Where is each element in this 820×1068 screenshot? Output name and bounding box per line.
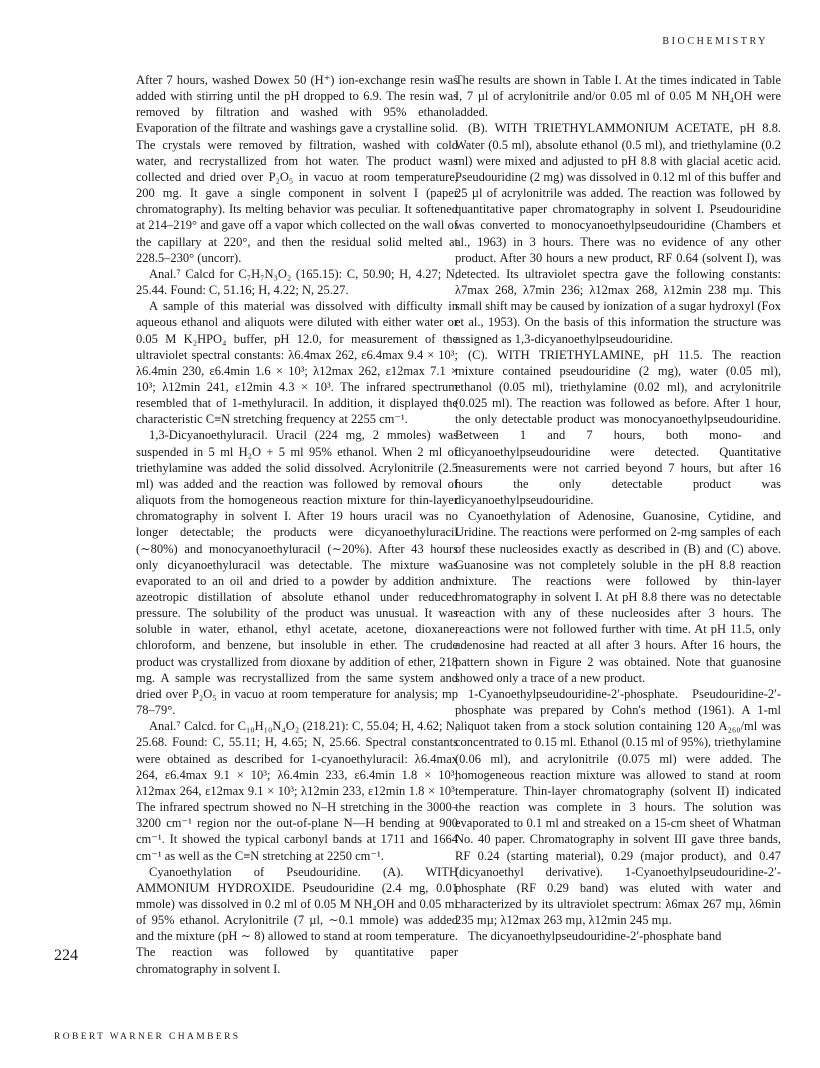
paragraph: A sample of this material was dissolved with difficulty in aqueous ethanol and aliquots were diluted with either water or 0.05 M K₂HPO₄ buffer, pH 12.0, for measurement of the ultraviolet spectral constants: λ6.4max 262, ε6.4max 9.4 × 10³; λ6.4min 230, ε6.4min 1.6 × 10³; λ12max 262, ε12max 7.1 × 10³; λ12min 241, ε12min 4.3 × 10³. The infrared spectrum resembled that of 1-methyluracil. In addition, it displayed the characteristic C≡N stretching frequency at 2255 cm⁻¹.	[136, 299, 458, 427]
page-number: 224	[54, 947, 78, 964]
running-head: BIOCHEMISTRY	[662, 36, 768, 47]
paragraph: Anal.⁷ Calcd for C₇H₇N₃O₂ (165.15): C, 50.90; H, 4.27; N, 25.44. Found: C, 51.16; H, 4.22; N, 25.27.	[136, 266, 458, 298]
paragraph: (C). WITH TRIETHYLAMINE, pH 11.5. The reaction mixture contained pseudouridine (2 mg), water (0.05 ml), ethanol (0.05 ml), triethylamine (0.02 ml), and acrylonitrile (0.025 ml). The reaction was followed as before. After 1 hour, the only detectable product was monocyanoethylpseudouridine. Between 1 and 7 hours, both mono- and dicyanoethylpseudouridine were detected. Quantitative measurements were not carried beyond 7 hours, but after 16 hours the only detectable product was dicyanoethylpseudouridine.	[455, 347, 781, 508]
paragraph: After 7 hours, washed Dowex 50 (H⁺) ion-exchange resin was added with stirring until the pH dropped to 6.9. The resin was removed by filtration and washed with 95% ethanol. Evaporation of the filtrate and washings gave a crystalline solid. The crystals were removed by filtration, washed with cold water, and recrystallized from hot water. The product was collected and dried over P₂O₅ in vacuo at room temperature, 200 mg. It gave a single component in solvent I (paper chromatography). Its melting behavior was peculiar. It softened at 214–219° and gave off a vapor which collected on the wall of the capillary at 220°, and then the residual solid melted at 228.5–230° (uncorr).	[136, 73, 458, 265]
paragraph: 1-Cyanoethylpseudouridine-2′-phosphate. Pseudouridine-2′-phosphate was prepared by Cohn's method (1961). A 1-ml aliquot taken from a stock solution containing 120 A₂₆₀/ml was concentrated to 0.15 ml. Ethanol (0.15 ml of 95%), triethylamine (0.06 ml), and acrylonitrile (0.075 ml) were added. The homogeneous reaction mixture was allowed to stand at room temperature. Thin-layer chromatography (solvent II) indicated the reaction was complete in 3 hours. The solution was evaporated to 0.1 ml and streaked on a 15-cm sheet of Whatman No. 40 paper. Chromatography in solvent III gave three bands, RF 0.24 (starting material), 0.29 (major product), and 0.47 (dicyanoethyl derivative). 1-Cyanoethylpseudouridine-2′-phosphate (RF 0.29 band) was eluted with water and characterized by its ultraviolet spectrum: λ6max 267 mµ, λ6min 235 mµ; λ12max 263 mµ, λ12min 245 mµ.	[455, 686, 781, 928]
paragraph: (B). WITH TRIETHYLAMMONIUM ACETATE, pH 8.8. Water (0.5 ml), absolute ethanol (0.5 ml), and triethylamine (0.2 ml) were mixed and adjusted to pH 8.8 with glacial acetic acid. Pseudouridine (2 mg) was dissolved in 0.12 ml of this buffer and 25 µl of acrylonitrile was added. The reaction was followed by quantitative paper chromatography in solvent I. Pseudouridine was converted to monocyanoethylpseudouridine (Chambers et al., 1963) in 3 hours. There was no evidence of any other product. After 30 hours a new product, RF 0.64 (solvent I), was detected. Its ultraviolet spectra gave the following constants: λ7max 268, λ7min 236; λ12max 268, λ12min 238 mµ. This small shift may be caused by ionization of a sugar hydroxyl (Fox et al., 1953). On the basis of this information the structure was assigned as 1,3-dicyanoethylpseudouridine.	[455, 121, 781, 346]
paragraph: The dicyanoethylpseudouridine-2′-phosphate band	[468, 929, 722, 944]
paragraph: Cyanoethylation of Pseudouridine. (A). WITH AMMONIUM HYDROXIDE. Pseudouridine (2.4 mg, 0.01 mmole) was dissolved in 0.2 ml of 0.05 M NH₄OH and 0.05 ml of 95% ethanol. Acrylonitrile (7 µl, ∼0.1 mmole) was added and the mixture (pH ∼ 8) allowed to stand at room temperature. The reaction was followed by quantitative paper chromatography in solvent I.	[136, 864, 458, 976]
left-column	[136, 72, 458, 977]
paragraph: Anal.⁷ Calcd. for C₁₀H₁₀N₄O₂ (218.21): C, 55.04; H, 4.62; N, 25.68. Found: C, 55.11; H, 4.65; N, 25.66. Spectral constants were obtained as described for 1-cyanoethyluracil: λ6.4max 264, ε6.4max 9.1 × 10³; λ6.4min 233, ε6.4min 1.8 × 10³; λ12max 264, ε12max 9.1 × 10³; λ12min 233, ε12min 1.8 × 10³. The infrared spectrum showed no N–H stretching in the 3000–3200 cm⁻¹ region nor the out-of-plane N—H bending at 900 cm⁻¹. It showed the typical carbonyl bands at 1711 and 1664 cm⁻¹ as well as the C≡N stretching at 2250 cm⁻¹.	[136, 719, 458, 863]
right-column	[455, 72, 781, 944]
paragraph: The results are shown in Table I. At the times indicated in Table I, 7 µl of acrylonitrile and/or 0.05 ml of 0.05 M NH₄OH were added.	[455, 73, 781, 120]
paragraph: Cyanoethylation of Adenosine, Guanosine, Cytidine, and Uridine. The reactions were performed on 2-mg samples of each of these nucleosides exactly as described in (B) and (C) above. Guanosine was not completely soluble in the pH 8.8 reaction mixture. The reactions were followed by thin-layer chromatography in solvent I. At pH 8.8 there was no detectable reaction with any of these nucleosides after 3 hours. The reactions were not followed further with time. At pH 11.5, only adenosine had reacted at all after 3 hours. After 16 hours, the pattern shown in Figure 2 was obtained. Note that guanosine showed only a trace of a new product.	[455, 509, 781, 685]
running-author: ROBERT WARNER CHAMBERS	[54, 1032, 241, 1042]
paragraph: 1,3-Dicyanoethyluracil. Uracil (224 mg, 2 mmoles) was suspended in 5 ml H₂O + 5 ml 95% ethanol. When 2 ml of triethylamine was added the solid dissolved. Acrylonitrile (2.5 ml) was added and the reaction was followed by removal of aliquots from the homogeneous reaction mixture for thin-layer chromatography in solvent I. After 19 hours uracil was no longer detectable; the products were dicyanoethyluracil (∼80%) and monocyanoethyluracil (∼20%). After 43 hours only dicyanoethyluracil was detectable. The mixture was evaporated to an oil and dried to a powder by addition and azeotropic distillation of absolute ethanol under reduced pressure. The solubility of the product was unusual. It was soluble in water, ethanol, ethyl acetate, acetone, dioxane, chloroform, and benzene, but insoluble in ether. The crude product was crystallized from dioxane by addition of ether, 218 mg. A sample was recrystallized from the same system and dried over P₂O₅ in vacuo at room temperature for analysis; mp 78–79°.	[136, 428, 458, 718]
